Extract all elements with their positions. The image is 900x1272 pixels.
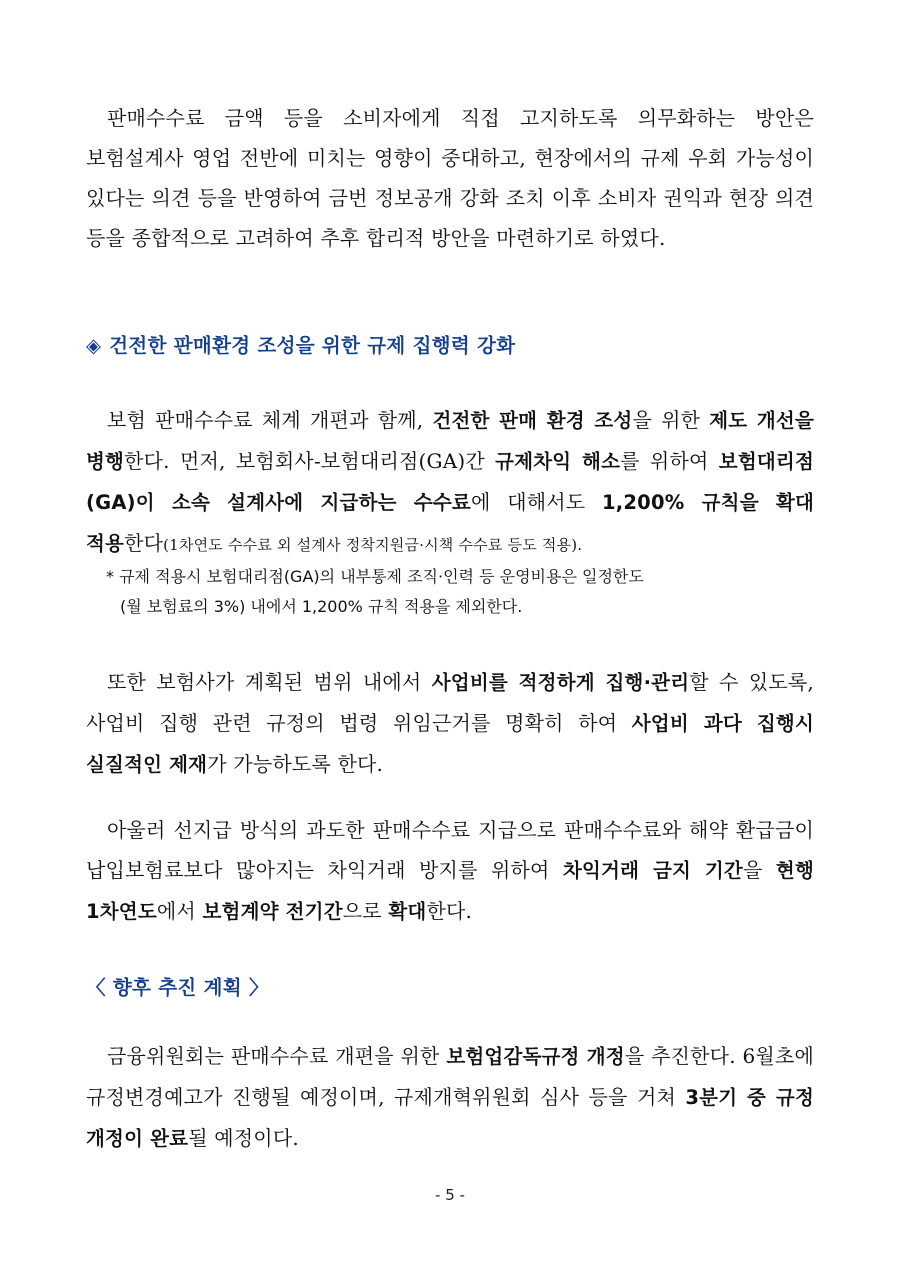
section-heading-regulation — [86, 330, 515, 358]
section-heading-text: 건전한 판매환경 조성을 위한 규제 집행력 강화 — [109, 334, 516, 357]
section-heading-text: 〈 향후 추진 계획 〉 — [86, 976, 269, 999]
text-run: 을 추진한다. 6월초에 규정변경예고가 진행될 예정이며, 규제개혁위원회 심사 등을 거쳐 — [86, 1044, 814, 1109]
page-number: - 5 - — [435, 1186, 465, 1204]
footnote-line: * 규제 적용시 보험대리점(GA)의 내부통제 조직·인력 등 운영비용은 일정한도 — [106, 567, 644, 586]
text-run: 를 위하여 — [620, 449, 719, 473]
emphasis-text: 보험대리점(GA)이 소속 설계사에 지급하는 수수료 — [86, 450, 814, 514]
text-run: 에 대해서도 — [470, 490, 603, 514]
text-run: 보험 판매수수료 체계 개편과 함께, — [107, 408, 433, 432]
paragraph-text: 판매수수료 금액 등을 소비자에게 직접 고지하도록 의무화하는 방안은 보험설계사 영업 전반에 미치는 영향이 중대하고, 현장에서의 규제 우회 가능성이 있다는 의견 등을 반영하여 금번 정보공개 강화 조치 이후 소비자 권익과 현장 의견 등을 종합적으로 고려하여 추후 합리적 방안을 마련하기로 하였다. — [86, 106, 814, 250]
emphasis-text: 보험업감독규정 개정 — [446, 1045, 625, 1068]
emphasis-text: 확대 — [388, 900, 427, 923]
text-run: 한다 — [124, 531, 164, 555]
text-run: 가 가능하도록 한다. — [207, 752, 384, 776]
text-run: 에서 — [156, 899, 203, 923]
text-run: 을 위한 — [632, 408, 710, 432]
paragraph-arbitrage — [86, 810, 814, 932]
footnote — [106, 562, 806, 622]
emphasis-text: 규제차익 해소 — [495, 450, 621, 473]
text-run: 금융위원회는 판매수수료 개편을 위한 — [107, 1044, 447, 1068]
emphasis-text: 현행 1차연도 — [86, 859, 814, 923]
paragraph-business-cost — [86, 662, 814, 785]
text-run: 될 예정이다. — [188, 1126, 299, 1150]
emphasis-text: 3분기 중 규정 개정이 완료 — [86, 1086, 815, 1150]
paragraph-disclosure — [86, 98, 814, 258]
text-run: 아울러 선지급 방식의 과도한 판매수수료 지급으로 판매수수료와 해약 환급금이 납입보험료보다 많아지는 차익거래 방지를 위하여 — [86, 818, 814, 882]
section-heading-plan — [86, 972, 269, 1000]
text-run: 한다. 먼저, 보험회사-보험대리점(GA)간 — [124, 449, 496, 473]
diamond-bullet-icon: ◈ — [86, 334, 102, 357]
emphasis-text: 건전한 판매 환경 조성 — [432, 409, 633, 432]
text-run: 또한 보험사가 계획된 범위 내에서 — [107, 670, 432, 694]
emphasis-text: 1,200% 규칙을 확대 적용 — [86, 491, 814, 555]
text-run: 을 — [742, 858, 776, 882]
text-run: 으로 — [342, 899, 389, 923]
text-run: 할 수 있도록, 사업비 집행 관련 규정의 법령 위임근거를 명확히 하여 — [86, 670, 814, 735]
text-run: 한다. — [426, 899, 473, 923]
paragraph-plan — [86, 1036, 814, 1159]
emphasis-text: 사업비를 적정하게 집행·관리 — [431, 671, 690, 694]
emphasis-text: 사업비 과다 집행시 실질적인 제재 — [86, 712, 814, 776]
emphasis-text: 차익거래 금지 기간 — [562, 859, 743, 882]
emphasis-text: 제도 개선을 병행 — [86, 409, 814, 473]
footnote-line: (월 보험료의 3%) 내에서 1,200% 규칙 적용을 제외한다. — [120, 597, 523, 616]
emphasis-text: 보험계약 전기간 — [202, 900, 343, 923]
parenthetical-note: (1차연도 수수료 외 설계사 정착지원금·시책 수수료 등도 적용). — [163, 536, 583, 554]
paragraph-ga-rule — [86, 400, 814, 565]
